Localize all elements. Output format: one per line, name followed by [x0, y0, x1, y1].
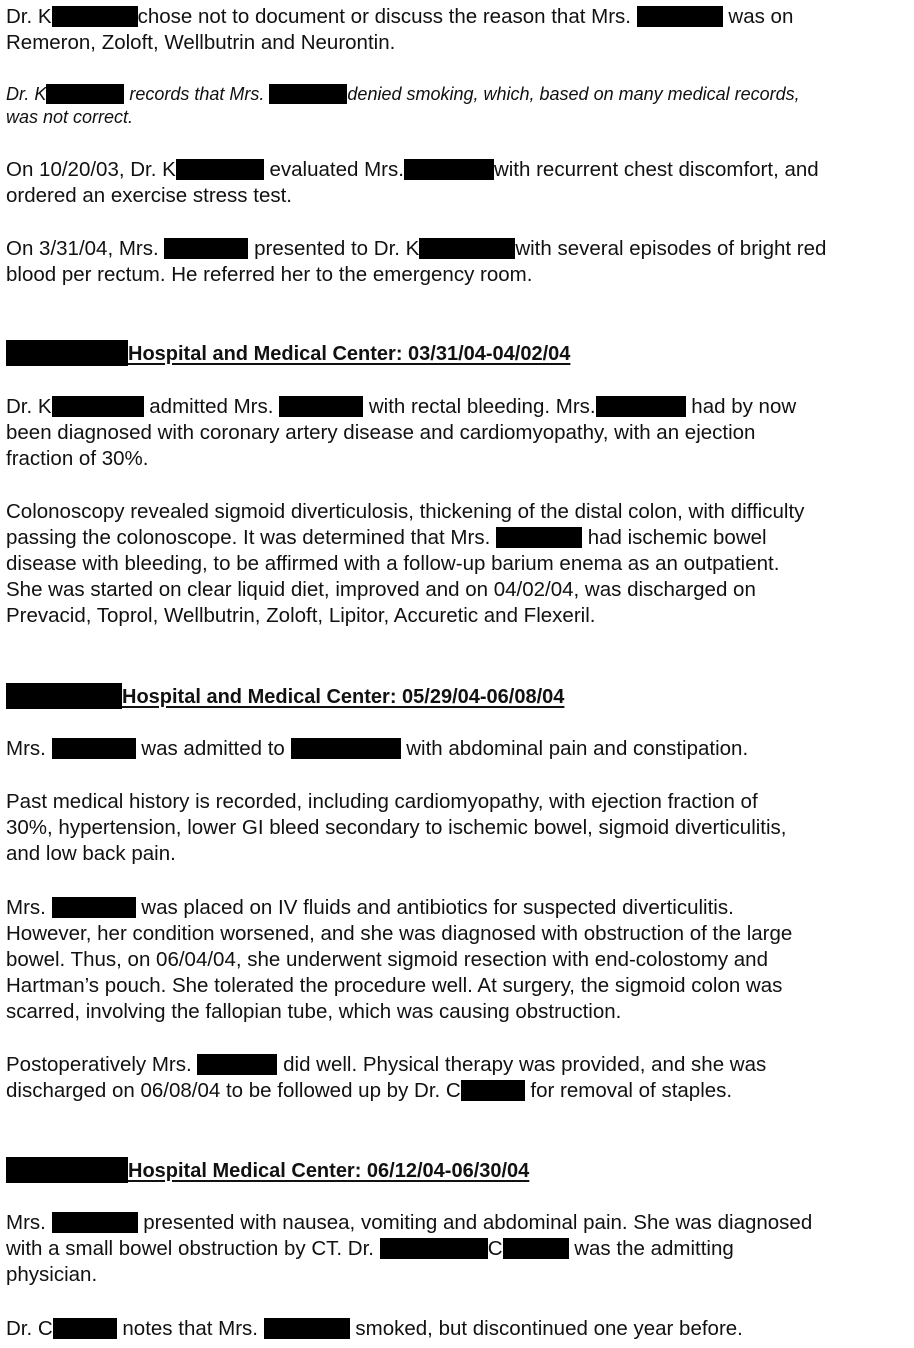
paragraph-6-line-2: passing the colonoscope. It was determined that Mrs. had ischemic bowel: [6, 526, 767, 549]
section-heading-2: Hospital and Medical Center: 05/29/04-06/08/04: [6, 683, 564, 710]
paragraph-6-line-1: Colonoscopy revealed sigmoid diverticulosis, thickening of the distal colon, with difficulty: [6, 500, 805, 523]
redaction-block: [53, 1318, 117, 1339]
paragraph-3-line-2: ordered an exercise stress test.: [6, 184, 292, 207]
redaction-block: [6, 683, 122, 709]
paragraph-2-line-1: Dr. K records that Mrs. denied smoking, which, based on many medical records,: [6, 84, 800, 104]
redaction-block: [197, 1054, 277, 1075]
redaction-block: [164, 238, 248, 259]
section-heading-3: Hospital Medical Center: 06/12/04-06/30/04: [6, 1157, 529, 1184]
redaction-block: [176, 159, 264, 180]
paragraph-11-line-3: physician.: [6, 1263, 98, 1286]
paragraph-1-line-2: Remeron, Zoloft, Wellbutrin and Neurontin.: [6, 31, 396, 54]
redaction-block: [503, 1238, 569, 1259]
redaction-block: [52, 6, 138, 27]
redaction-block: [419, 238, 515, 259]
paragraph-9-line-5: scarred, involving the fallopian tube, which was causing obstruction.: [6, 1000, 622, 1023]
paragraph-6-line-3: disease with bleeding, to be affirmed with a follow-up barium enema as an outpatient.: [6, 552, 780, 575]
paragraph-7-line-1: Mrs. was admitted to with abdominal pain and constipation.: [6, 737, 749, 760]
redaction-block: [461, 1080, 525, 1101]
paragraph-10-line-2: discharged on 06/08/04 to be followed up by Dr. C for removal of staples.: [6, 1079, 733, 1102]
paragraph-5-line-2: been diagnosed with coronary artery disease and cardiomyopathy, with an ejection: [6, 421, 756, 444]
paragraph-9-line-3: bowel. Thus, on 06/04/04, she underwent sigmoid resection with end-colostomy and: [6, 948, 768, 971]
redaction-block: [279, 396, 363, 417]
paragraph-12-line-1: Dr. C notes that Mrs. smoked, but discontinued one year before.: [6, 1317, 743, 1340]
paragraph-11-line-2: with a small bowel obstruction by CT. Dr. C was the admitting: [6, 1237, 734, 1260]
redaction-block: [404, 159, 494, 180]
redaction-block: [52, 396, 144, 417]
redaction-block: [52, 1212, 138, 1233]
paragraph-10-line-1: Postoperatively Mrs. did well. Physical therapy was provided, and she was: [6, 1053, 767, 1076]
paragraph-11-line-1: Mrs. presented with nausea, vomiting and abdominal pain. She was diagnosed: [6, 1211, 813, 1234]
redaction-block: [46, 84, 124, 104]
paragraph-5-line-1: Dr. K admitted Mrs. with rectal bleeding. Mrs. had by now: [6, 395, 797, 418]
paragraph-4-line-2: blood per rectum. He referred her to the emergency room.: [6, 263, 533, 286]
redaction-block: [52, 897, 136, 918]
paragraph-9-line-4: Hartman’s pouch. She tolerated the procedure well. At surgery, the sigmoid colon was: [6, 974, 783, 997]
section-heading-1: Hospital and Medical Center: 03/31/04-04/02/04: [6, 340, 570, 367]
paragraph-1-line-1: Dr. K chose not to document or discuss the reason that Mrs. was on: [6, 5, 794, 28]
paragraph-9-line-1: Mrs. was placed on IV fluids and antibiotics for suspected diverticulitis.: [6, 896, 734, 919]
redaction-block: [6, 340, 128, 366]
paragraph-4-line-1: On 3/31/04, Mrs. presented to Dr. K with several episodes of bright red: [6, 237, 827, 260]
redaction-block: [496, 527, 582, 548]
paragraph-8-line-2: 30%, hypertension, lower GI bleed secondary to ischemic bowel, sigmoid diverticulitis,: [6, 816, 787, 839]
redaction-block: [291, 738, 401, 759]
paragraph-3-line-1: On 10/20/03, Dr. K evaluated Mrs. with recurrent chest discomfort, and: [6, 158, 819, 181]
redaction-block: [596, 396, 686, 417]
paragraph-8-line-3: and low back pain.: [6, 842, 176, 865]
redaction-block: [264, 1318, 350, 1339]
paragraph-2-line-2: was not correct.: [6, 107, 134, 127]
paragraph-9-line-2: However, her condition worsened, and she was diagnosed with obstruction of the large: [6, 922, 793, 945]
redaction-block: [637, 6, 723, 27]
paragraph-8-line-1: Past medical history is recorded, including cardiomyopathy, with ejection fraction of: [6, 790, 758, 813]
redaction-block: [6, 1157, 128, 1183]
redaction-block: [380, 1238, 488, 1259]
paragraph-6-line-5: Prevacid, Toprol, Wellbutrin, Zoloft, Lipitor, Accuretic and Flexeril.: [6, 604, 596, 627]
paragraph-6-line-4: She was started on clear liquid diet, improved and on 04/02/04, was discharged on: [6, 578, 756, 601]
redaction-block: [52, 738, 136, 759]
redaction-block: [269, 84, 347, 104]
paragraph-5-line-3: fraction of 30%.: [6, 447, 149, 470]
